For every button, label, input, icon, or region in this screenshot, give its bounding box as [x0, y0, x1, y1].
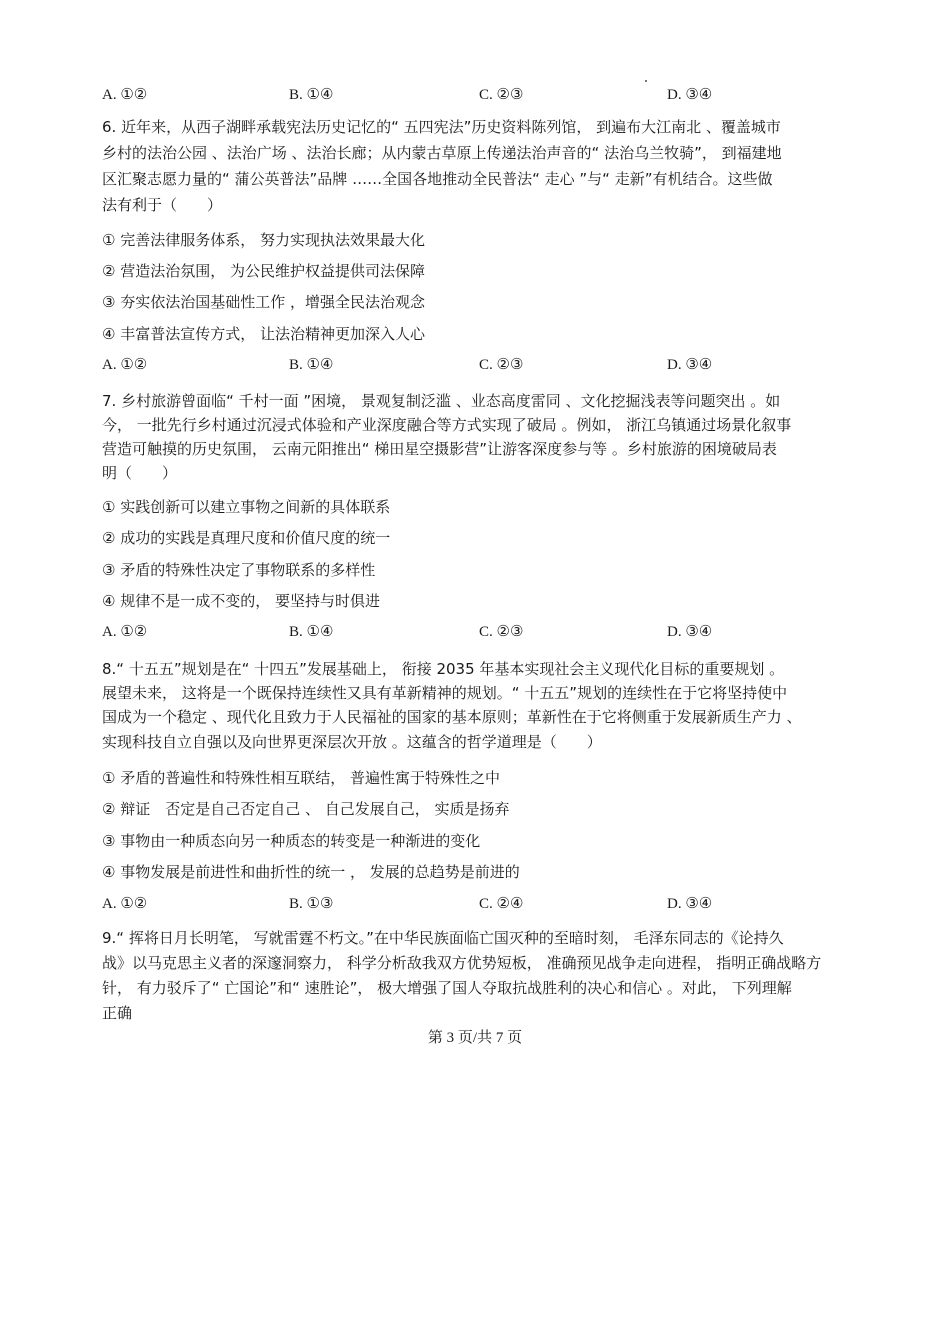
q8-option-b[interactable]: B. ①③ [289, 896, 334, 912]
q7-statement-4: ④ 规律不是一成不变的， 要坚持与时俱进 [102, 592, 380, 610]
q9-stem-line: 正确 [102, 1004, 133, 1022]
q6-statement-4: ④ 丰富普法宣传方式， 让法治精神更加深入人心 [102, 325, 425, 343]
q6-statement-2: ② 营造法治氛围， 为公民维护权益提供司法保障 [102, 262, 425, 280]
q8-statement-1: ① 矛盾的普遍性和特殊性相互联结， 普遍性寓于特殊性之中 [102, 769, 500, 787]
q8-stem-line: 国成为一个稳定 、现代化且致力于人民福祉的国家的基本原则；革新性在于它将侧重于发展新质生产力 、 [102, 708, 802, 726]
q5-option-b[interactable]: B. ①④ [289, 87, 334, 103]
q8-statement-3: ③ 事物由一种质态向另一种质态的转变是一种渐进的变化 [102, 832, 481, 850]
q9-stem-line: 针， 有力驳斥了“ 亡国论”和“ 速胜论”， 极大增强了国人夺取抗战胜利的决心和信心 。对此， 下列理解 [102, 979, 792, 997]
q9-stem-line: 战》以马克思主义者的深邃洞察力， 科学分析敌我双方优势短板， 准确预见战争走向进程， 指明正确战略方 [102, 954, 822, 972]
q8-options [102, 894, 862, 914]
q7-option-d[interactable]: D. ③④ [667, 624, 713, 640]
q6-option-b[interactable]: B. ①④ [289, 357, 334, 373]
q6-option-d[interactable]: D. ③④ [667, 357, 713, 373]
q7-stem-line: 7. 乡村旅游曾面临“ 千村一面 ”困境， 景观复制泛滥 、业态高度雷同 、文化挖掘浅表等问题突出 。如 [102, 392, 781, 410]
q5-options [102, 85, 862, 105]
q7-stem-line: 今， 一批先行乡村通过沉浸式体验和产业深度融合等方式实现了破局 。例如， 浙江乌镇通过场景化叙事 [102, 416, 792, 434]
q6-stem-line: 乡村的法治公园 、法治广场 、法治长廊；从内蒙古草原上传递法治声音的“ 法治乌兰牧骑”， 到福建地 [102, 144, 782, 162]
q8-option-c[interactable]: C. ②④ [479, 896, 524, 912]
q6-statement-3: ③ 夯实依法治国基础性工作 ，增强全民法治观念 [102, 293, 425, 311]
q6-statement-1: ① 完善法律服务体系， 努力实现执法效果最大化 [102, 231, 425, 249]
q8-stem-line: 8.“ 十五五”规划是在“ 十四五”发展基础上， 衔接 2035 年基本实现社会主义现代化目标的重要规划 。 [102, 660, 785, 678]
page-number: 第 3 页/共 7 页 [427, 1030, 523, 1046]
q5-option-a[interactable]: A. ①② [102, 87, 148, 103]
scan-speck [645, 80, 647, 82]
q9-stem-line: 9.“ 挥将日月长明笔， 写就雷霆不朽文。”在中华民族面临亡国灭种的至暗时刻， 毛泽东同志的《论持久 [102, 929, 784, 947]
q7-option-c[interactable]: C. ②③ [479, 624, 524, 640]
q8-statement-2: ② 辩证 否定是自己否定自己 、 自己发展自己， 实质是扬弃 [102, 800, 510, 818]
q7-options [102, 622, 862, 642]
q8-statement-4: ④ 事物发展是前进性和曲折性的统一 ， 发展的总趋势是前进的 [102, 863, 520, 881]
q7-option-b[interactable]: B. ①④ [289, 624, 334, 640]
q5-option-d[interactable]: D. ③④ [667, 87, 713, 103]
q7-statement-1: ① 实践创新可以建立事物之间新的具体联系 [102, 498, 391, 516]
q8-stem-line: 展望未来， 这将是一个既保持连续性又具有革新精神的规划。“ 十五五”规划的连续性在于它将坚持使中 [102, 684, 788, 702]
q7-stem-line: 营造可触摸的历史氛围， 云南元阳推出“ 梯田星空摄影营”让游客深度参与等 。乡村旅游的困境破局表 [102, 440, 777, 458]
q6-stem-line: 区汇聚志愿力量的“ 蒲公英普法”品牌 ……全国各地推动全民普法“ 走心 ”与“ 走新”有机结合。这些做 [102, 170, 773, 188]
q6-stem-line: 6. 近年来，从西子湖畔承载宪法历史记忆的“ 五四宪法”历史资料陈列馆， 到遍布大江南北 、覆盖城市 [102, 118, 781, 136]
q8-stem-line: 实现科技自立自强以及向世界更深层次开放 。这蕴含的哲学道理是（ ） [102, 733, 602, 751]
q7-statement-3: ③ 矛盾的特殊性决定了事物联系的多样性 [102, 561, 376, 579]
q8-option-a[interactable]: A. ①② [102, 896, 148, 912]
q6-options [102, 355, 862, 375]
q6-stem-line: 法有利于（ ） [102, 196, 223, 214]
q7-stem-line: 明（ ） [102, 464, 178, 482]
q8-option-d[interactable]: D. ③④ [667, 896, 713, 912]
q7-statement-2: ② 成功的实践是真理尺度和价值尺度的统一 [102, 529, 391, 547]
q5-option-c[interactable]: C. ②③ [479, 87, 524, 103]
q7-option-a[interactable]: A. ①② [102, 624, 148, 640]
q6-option-c[interactable]: C. ②③ [479, 357, 524, 373]
q6-option-a[interactable]: A. ①② [102, 357, 148, 373]
